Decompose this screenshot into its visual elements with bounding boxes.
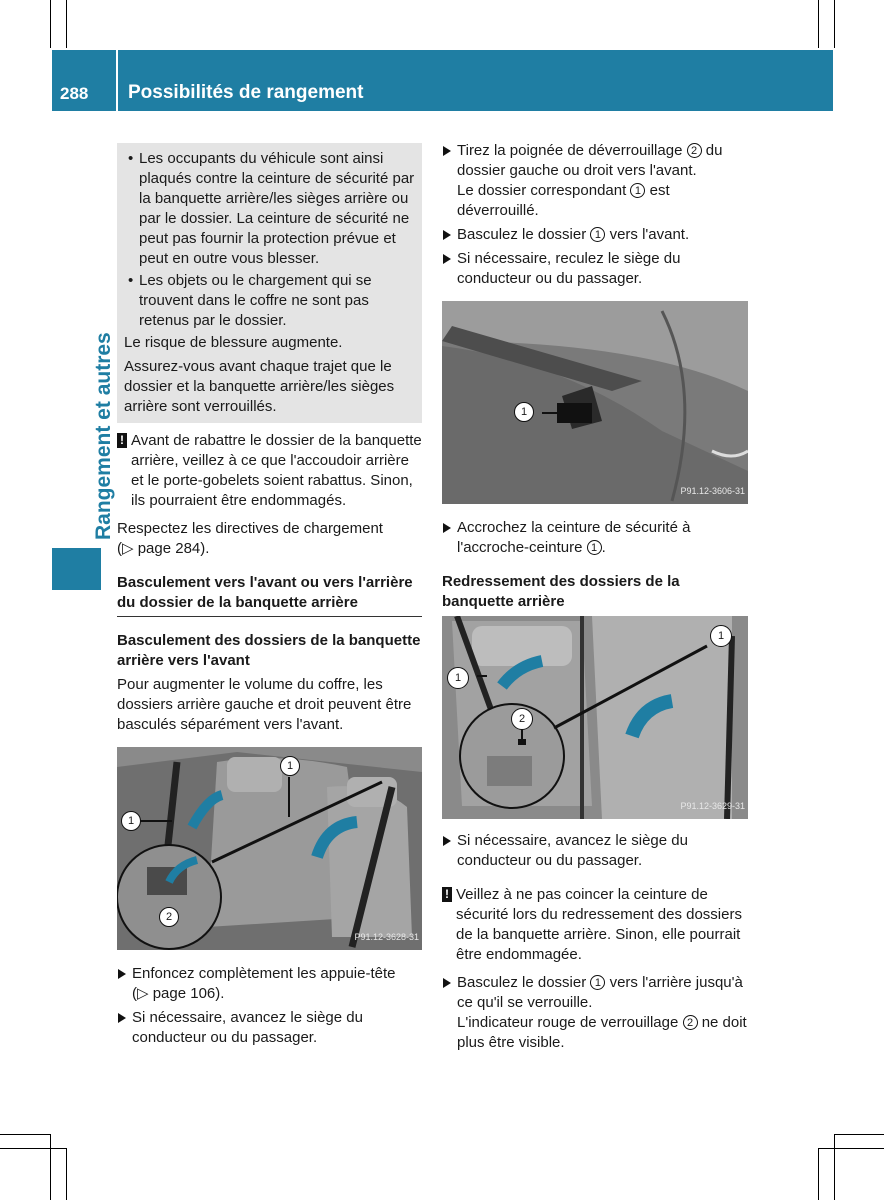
warning-text: Veillez à ne pas coincer la ceinture de sécurité lors du redressement des dossiers de la banquette arrière. Sinon, elle pourrait être endommagée. xyxy=(456,886,742,963)
left-column xyxy=(117,143,422,1052)
callout-1: 1 xyxy=(590,227,605,242)
load-guideline-text: Respectez les directives de chargement xyxy=(117,520,383,537)
page-reference: (▷ page 106). xyxy=(132,985,225,1002)
instruction-step xyxy=(117,1008,422,1048)
callout-2: 2 xyxy=(159,907,179,927)
instruction-step xyxy=(442,831,748,871)
crop-mark xyxy=(834,1134,835,1200)
image-code: P91.12-3629-31 xyxy=(680,801,745,811)
heading-sub: Redressement des dossiers de la banquette arrière xyxy=(442,573,680,610)
section-title: Possibilités de rangement xyxy=(128,82,364,103)
heading-sub: Basculement des dossiers de la banquette arrière vers l'avant xyxy=(117,632,421,669)
crop-mark xyxy=(834,1134,884,1135)
page-reference: (▷ page 284). xyxy=(117,540,210,557)
step-arrow-icon xyxy=(443,836,451,846)
crop-mark xyxy=(50,0,51,48)
step-text: Tirez la poignée de déverrouillage xyxy=(457,142,683,159)
belt-hook-photo xyxy=(442,301,748,504)
callout-1: 1 xyxy=(630,183,645,198)
note-bullet-list xyxy=(124,149,416,331)
step-arrow-icon xyxy=(443,978,451,988)
callout-1: 1 xyxy=(121,811,141,831)
instruction-step xyxy=(442,141,748,221)
seat-fold-forward-photo xyxy=(117,747,422,950)
instruction-step xyxy=(117,964,422,1004)
callout-1: 1 xyxy=(447,667,469,689)
warning-note-box xyxy=(117,143,422,423)
step-arrow-icon xyxy=(118,969,126,979)
callout-1: 1 xyxy=(590,975,605,990)
crop-mark xyxy=(50,1134,51,1200)
callout-2: 2 xyxy=(687,143,702,158)
note-bullet: • Les occupants du véhicule sont ainsi plaqués contre la ceinture de sécurité par la banquette arrière/les sièges arrière ou par le dossier. La ceinture de sécurité ne peut pas fournir la protection prévue et peut en outre vous blesser. xyxy=(124,149,416,269)
side-tab-marker xyxy=(52,548,101,590)
step-arrow-icon xyxy=(443,230,451,240)
callout-1: 1 xyxy=(710,625,732,647)
instruction-step xyxy=(442,249,748,289)
instruction-step xyxy=(442,973,748,1053)
image-code: P91.12-3606-31 xyxy=(680,486,745,496)
callout-1: 1 xyxy=(587,540,602,555)
crop-mark xyxy=(818,1148,819,1200)
right-column xyxy=(442,141,748,1057)
step-text: Si nécessaire, avancez le siège du conducteur ou du passager. xyxy=(132,1009,363,1046)
header-divider xyxy=(116,50,118,111)
crop-mark xyxy=(66,1148,67,1200)
seat-raise-illustration xyxy=(442,616,748,819)
step-text: Basculez le dossier xyxy=(457,974,587,991)
warning-paragraph xyxy=(442,885,748,965)
belt-hook-illustration xyxy=(442,301,748,504)
step-text: vers l'arrière jusqu'à ce qu'il se verrouille. xyxy=(457,974,743,1011)
side-tab-label: Rangement et autres xyxy=(92,332,115,540)
note-risk: Le risque de blessure augmente. xyxy=(124,334,343,351)
load-guideline xyxy=(117,519,422,559)
step-arrow-icon xyxy=(443,254,451,264)
warning-paragraph xyxy=(117,431,422,511)
step-text: Basculez le dossier xyxy=(457,226,587,243)
step-result: Le dossier correspondant xyxy=(457,182,627,199)
exclamation-icon: ! xyxy=(442,887,452,902)
step-arrow-icon xyxy=(443,146,451,156)
callout-1: 1 xyxy=(514,402,534,422)
callout-2: 2 xyxy=(511,708,533,730)
note-check: Assurez-vous avant chaque trajet que le dossier et la banquette arrière/les sièges arrière sont verrouillés. xyxy=(124,358,395,415)
step-text: Enfoncez complètement les appuie-tête xyxy=(132,965,396,982)
step-text: Si nécessaire, reculez le siège du conducteur ou du passager. xyxy=(457,250,681,287)
crop-mark xyxy=(0,1148,66,1149)
heading-main: Basculement vers l'avant ou vers l'arrière du dossier de la banquette arrière xyxy=(117,573,422,617)
step-text: Si nécessaire, avancez le siège du conducteur ou du passager. xyxy=(457,832,688,869)
exclamation-icon: ! xyxy=(117,433,127,448)
step-result: est déverrouillé. xyxy=(457,182,670,219)
instruction-step xyxy=(442,225,748,245)
page-header xyxy=(52,50,833,111)
step-arrow-icon xyxy=(443,523,451,533)
crop-mark xyxy=(834,0,835,48)
seat-raise-photo xyxy=(442,616,748,819)
step-text: vers l'avant. xyxy=(609,226,690,243)
step-text: . xyxy=(601,539,606,556)
step-result: L'indicateur rouge de verrouillage xyxy=(457,1014,679,1031)
step-result: ne doit plus être visible. xyxy=(457,1014,747,1051)
callout-1: 1 xyxy=(280,756,300,776)
step-text: Accrochez la ceinture de sécurité à l'accroche-ceinture xyxy=(457,519,691,556)
step-arrow-icon xyxy=(118,1013,126,1023)
note-bullet: • Les objets ou le chargement qui se trouvent dans le coffre ne sont pas retenus par le dossier. xyxy=(124,271,416,331)
callout-2: 2 xyxy=(683,1015,698,1030)
crop-mark xyxy=(818,0,819,48)
step-text: du dossier gauche ou droit vers l'avant. xyxy=(457,142,723,179)
crop-mark xyxy=(818,1148,884,1149)
instruction-step xyxy=(442,518,748,558)
intro-paragraph: Pour augmenter le volume du coffre, les dossiers arrière gauche et droit peuvent être basculés séparément vers l'avant. xyxy=(117,676,412,733)
crop-mark xyxy=(66,0,67,48)
image-code: P91.12-3628-31 xyxy=(354,932,419,942)
crop-mark xyxy=(0,1134,50,1135)
warning-text: Avant de rabattre le dossier de la banquette arrière, veillez à ce que l'accoudoir arrière et le porte-gobelets soient rabattus. Sinon, ils pourraient être endommagés. xyxy=(131,432,422,509)
page-number: 288 xyxy=(60,84,89,103)
